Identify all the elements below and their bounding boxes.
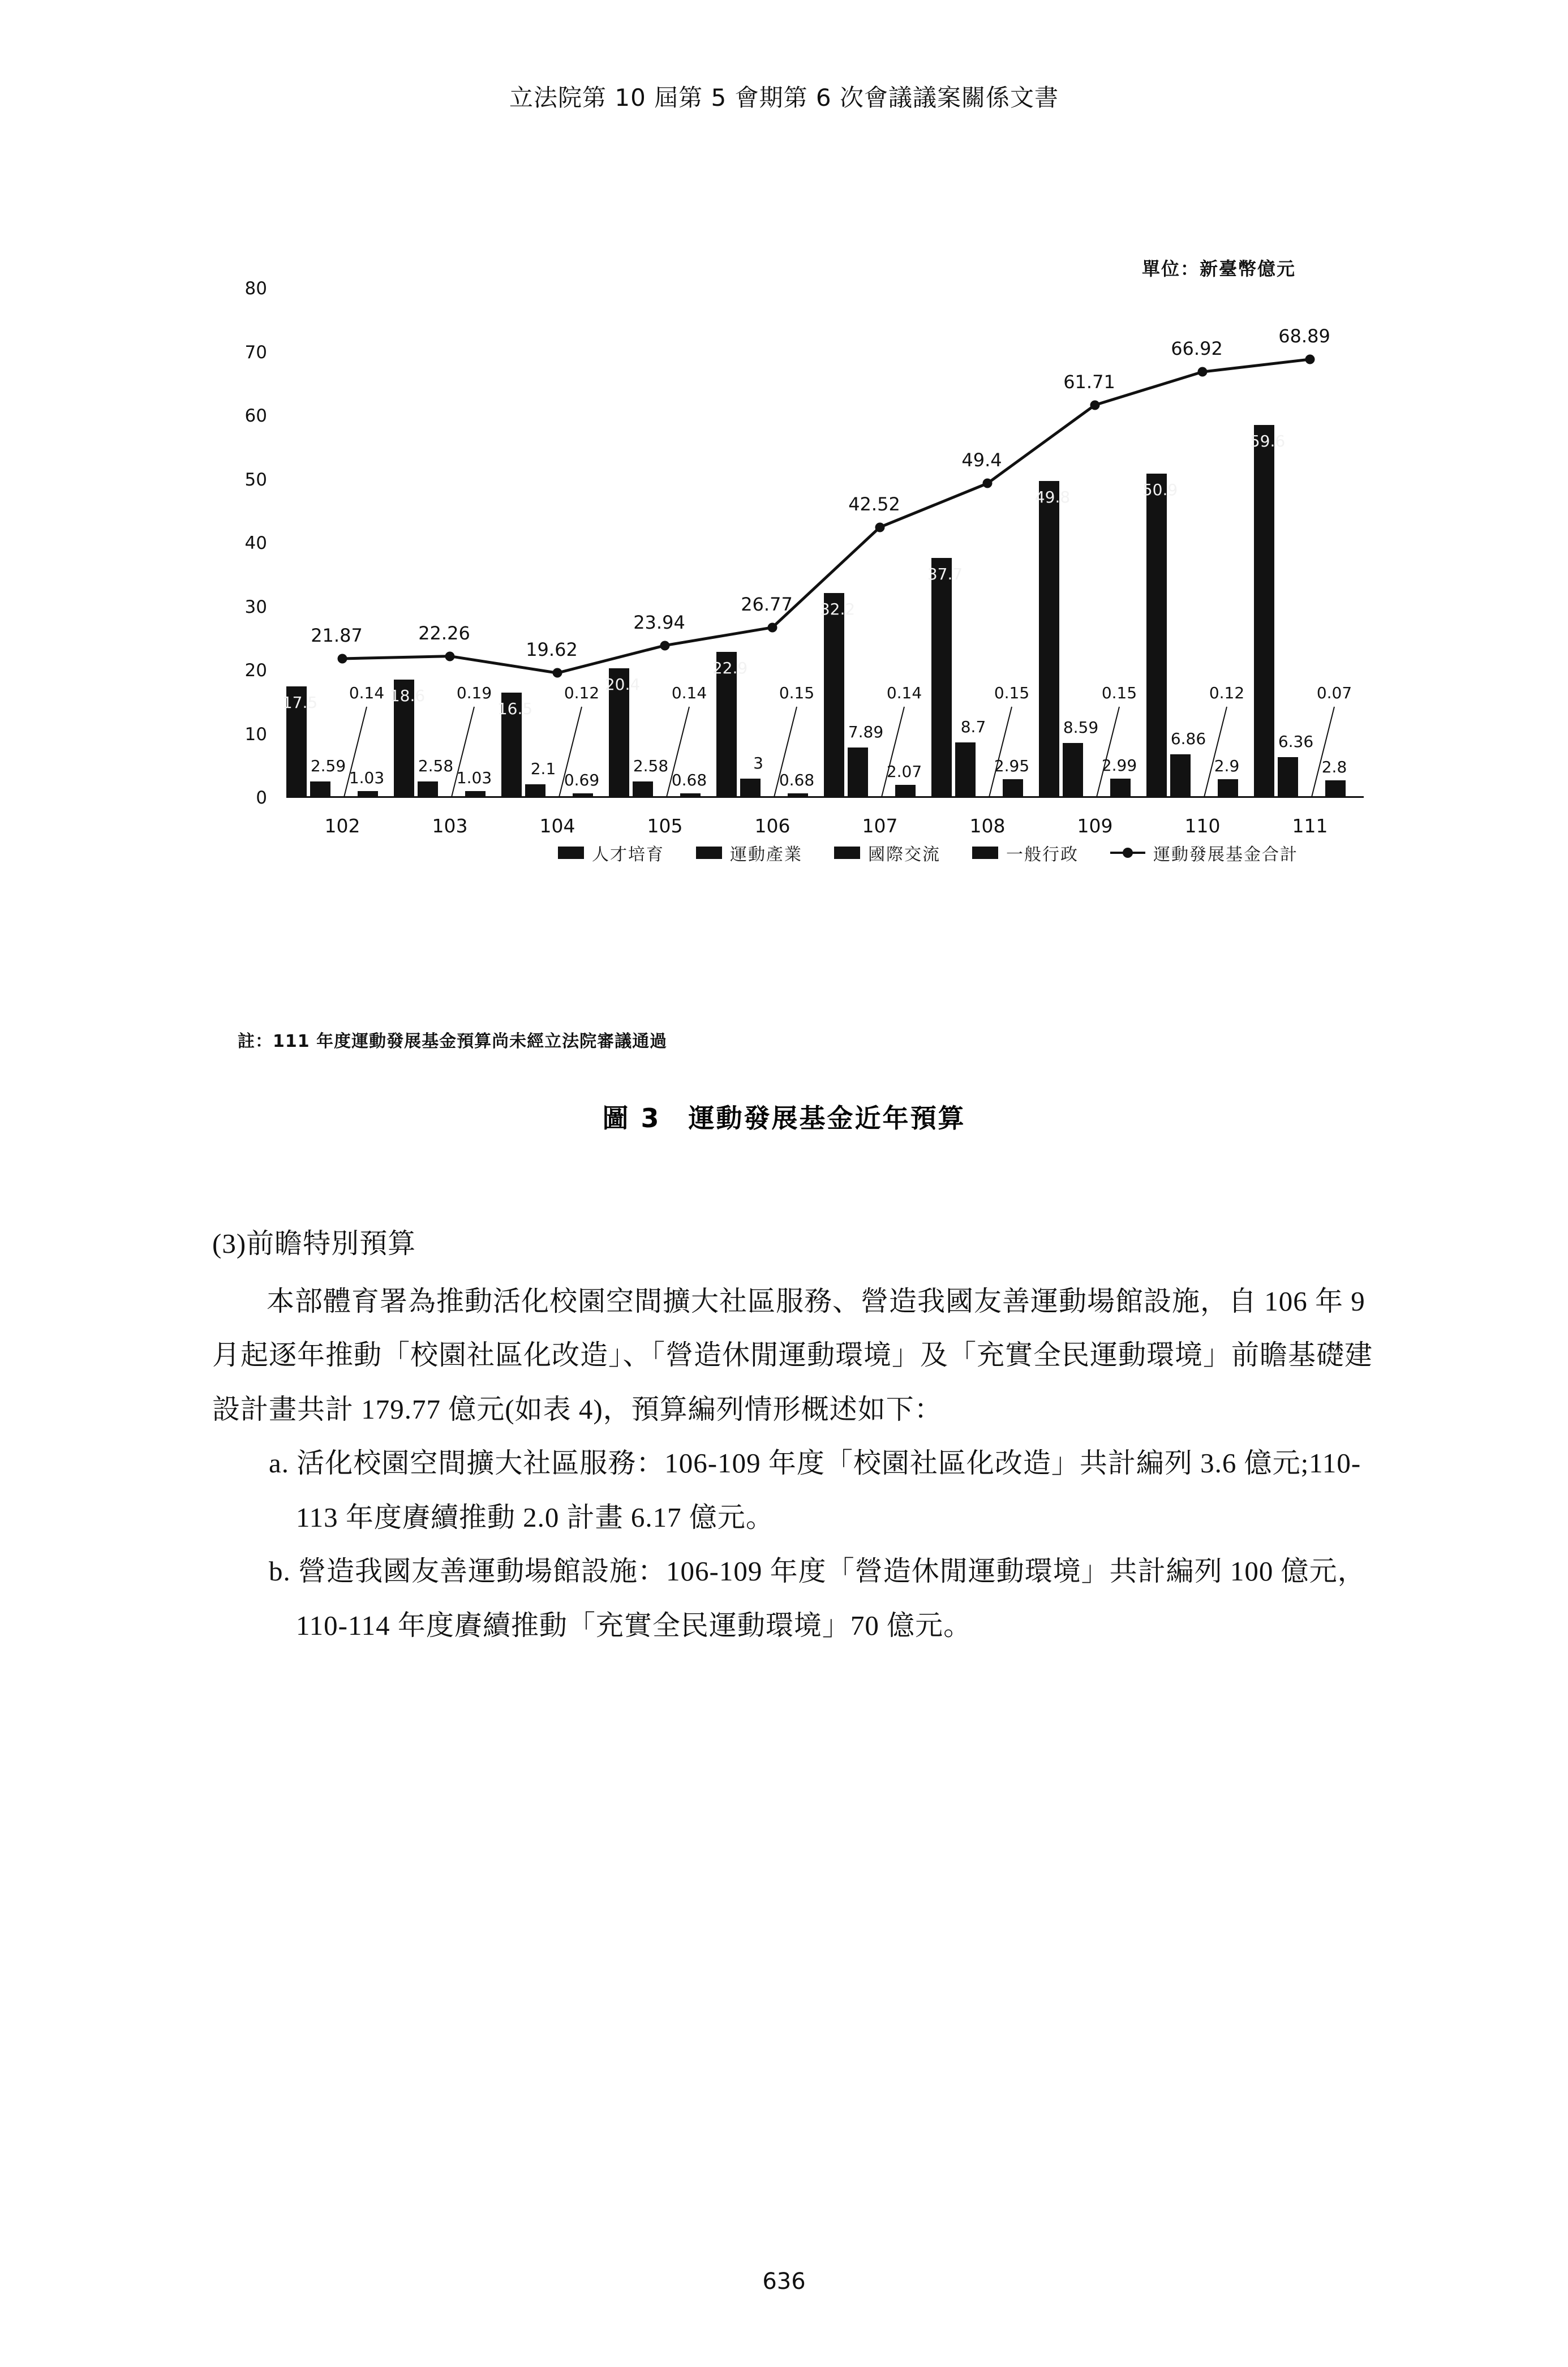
bar-value-label: 0.15 [779,684,815,703]
bar-value-label: 7.89 [848,723,884,742]
legend-label: 國際交流 [868,845,940,865]
line-value-label: 22.26 [418,622,470,644]
line-marker [553,668,562,678]
bar-value-label: 50.9 [1142,480,1178,500]
bar-value-label: 2.58 [418,756,454,775]
bar-value-label: 2.99 [1101,756,1137,775]
legend-swatch-icon [834,847,860,859]
bar-value-label: 0.12 [564,684,600,703]
line-marker [1090,400,1100,410]
list-item-a: a. 活化校園空間擴大社區服務：106-109 年度「校園社區化改造」共計編列 3.6 億元;110-113 年度賡續推動 2.0 計畫 6.17 億元。 [269,1447,1361,1533]
budget-chart [187,277,1415,843]
page-number: 636 [762,2269,806,2295]
x-axis-tick: 106 [754,815,791,837]
line-value-label: 68.89 [1278,325,1330,347]
y-axis-tick: 10 [244,724,267,745]
bar-value-label: 3 [753,754,763,773]
x-axis-tick: 103 [432,815,468,837]
bar-value-label: 2.9 [1214,757,1240,776]
legend-swatch-icon [972,847,998,859]
total-line-series [289,289,1364,798]
line-marker [660,641,670,650]
list-item-b: b. 營造我國友善運動場館設施：106-109 年度「營造休閒運動環境」共計編列 100 億元，110-114 年度賡續推動「充實全民運動環境」70 億元。 [269,1556,1366,1641]
legend-label: 一般行政 [1006,845,1079,865]
chart-unit-label: 單位：新臺幣億元 [1141,258,1296,280]
y-axis-tick: 70 [244,342,267,363]
bar-value-label: 37.7 [927,564,963,583]
legend-label: 人才培育 [592,845,664,865]
bar-value-label: 17.5 [282,693,318,712]
line-value-label: 21.87 [311,624,363,646]
bar-value-label: 0.68 [779,771,815,790]
x-axis-tick: 108 [969,815,1006,837]
bar-value-label: 0.15 [1101,684,1137,703]
y-axis-tick: 20 [244,660,267,681]
bar-value-label: 2.59 [310,756,346,775]
line-value-label: 49.4 [961,449,1002,471]
legend-swatch-icon [696,847,722,859]
bar-value-label: 0.19 [456,684,492,703]
bar-value-label: 2.58 [633,756,669,775]
x-axis-tick: 110 [1184,815,1221,837]
bar-value-label: 0.14 [671,684,707,703]
bar-value-label: 8.7 [960,718,986,737]
line-value-label: 66.92 [1171,338,1223,360]
legend-label: 運動產業 [730,845,802,865]
bar-value-label: 0.14 [349,684,385,703]
bar-value-label: 2.8 [1321,757,1347,776]
bar-value-label: 32.2 [819,599,856,618]
bar-value-label: 0.14 [886,684,922,703]
bar-value-label: 1.03 [349,768,385,788]
chart-plot-area [282,289,1364,837]
legend-item [972,840,1079,865]
x-axis-tick: 109 [1077,815,1113,837]
x-axis-tick: 105 [647,815,683,837]
bar-value-label: 0.15 [994,684,1030,703]
y-axis-tick: 50 [244,469,267,490]
chart-legend [373,840,1483,865]
bar-value-label: 22.9 [712,659,748,678]
legend-item [558,840,664,865]
line-value-label: 26.77 [741,593,793,615]
figure-note: 註：111 年度運動發展基金預算尚未經立法院審議通過 [238,1032,668,1051]
page-header: 立法院第 10 屆第 5 會期第 6 次會議議案關係文書 [509,84,1059,111]
line-value-label: 23.94 [633,611,685,633]
line-value-label: 61.71 [1063,371,1115,393]
bar-value-label: 16.5 [497,699,533,719]
bar-value-label: 20.4 [604,675,641,694]
bar-value-label: 6.36 [1278,732,1314,751]
body-text [212,1217,1378,1652]
y-axis-tick: 60 [244,406,267,426]
bar-value-label: 8.59 [1063,718,1099,737]
line-marker [338,654,347,663]
bar-value-label: 2.95 [994,756,1030,775]
bar-value-label: 2.1 [530,759,556,779]
bar-value-label: 49.8 [1034,487,1071,506]
line-marker [445,651,455,661]
y-axis [187,278,283,808]
bar-value-label: 0.07 [1316,684,1352,703]
line-marker [983,479,993,488]
line-value-label: 19.62 [526,639,578,661]
line-marker [1305,354,1315,364]
line-marker [875,522,885,532]
legend-item [834,840,940,865]
line-value-label: 42.52 [848,493,900,515]
y-axis-tick: 40 [244,533,267,553]
x-axis-tick: 102 [324,815,360,837]
legend-item [1110,840,1298,865]
y-axis-tick: 30 [244,596,267,617]
bar-value-label: 0.12 [1209,684,1245,703]
figure-3 [187,243,1415,979]
bar-value-label: 0.69 [564,771,600,790]
legend-item [696,840,802,865]
x-axis-tick: 107 [862,815,898,837]
line-marker [1198,367,1208,377]
legend-swatch-icon [558,847,584,859]
bar-value-label: 59.6 [1249,431,1286,450]
figure-caption: 圖 3 運動發展基金近年預算 [602,1103,966,1133]
legend-line-icon [1110,852,1145,854]
bar-value-label: 0.68 [671,771,707,790]
line-marker [768,622,777,632]
bar-value-label: 1.03 [456,768,492,788]
bar-value-label: 6.86 [1170,729,1206,748]
y-axis-tick: 0 [256,788,267,808]
x-axis-tick: 111 [1292,815,1328,837]
y-axis-tick: 80 [244,278,267,299]
bar-value-label: 2.07 [886,762,922,781]
paragraph-1: 本部體育署為推動活化校園空間擴大社區服務、營造我國友善運動場館設施，自 106 年 9 月起逐年推動「校園社區化改造」、「營造休閒運動環境」及「充實全民運動環境」前瞻基礎建設計畫共計 179.77 億元(如表 4)，預算編列情形概述如下： [212,1285,1373,1425]
bar-value-label: 18.6 [389,686,426,705]
x-axis-tick: 104 [539,815,575,837]
legend-label: 運動發展基金合計 [1153,845,1298,865]
section-heading: (3)前瞻特別預算 [212,1228,416,1259]
